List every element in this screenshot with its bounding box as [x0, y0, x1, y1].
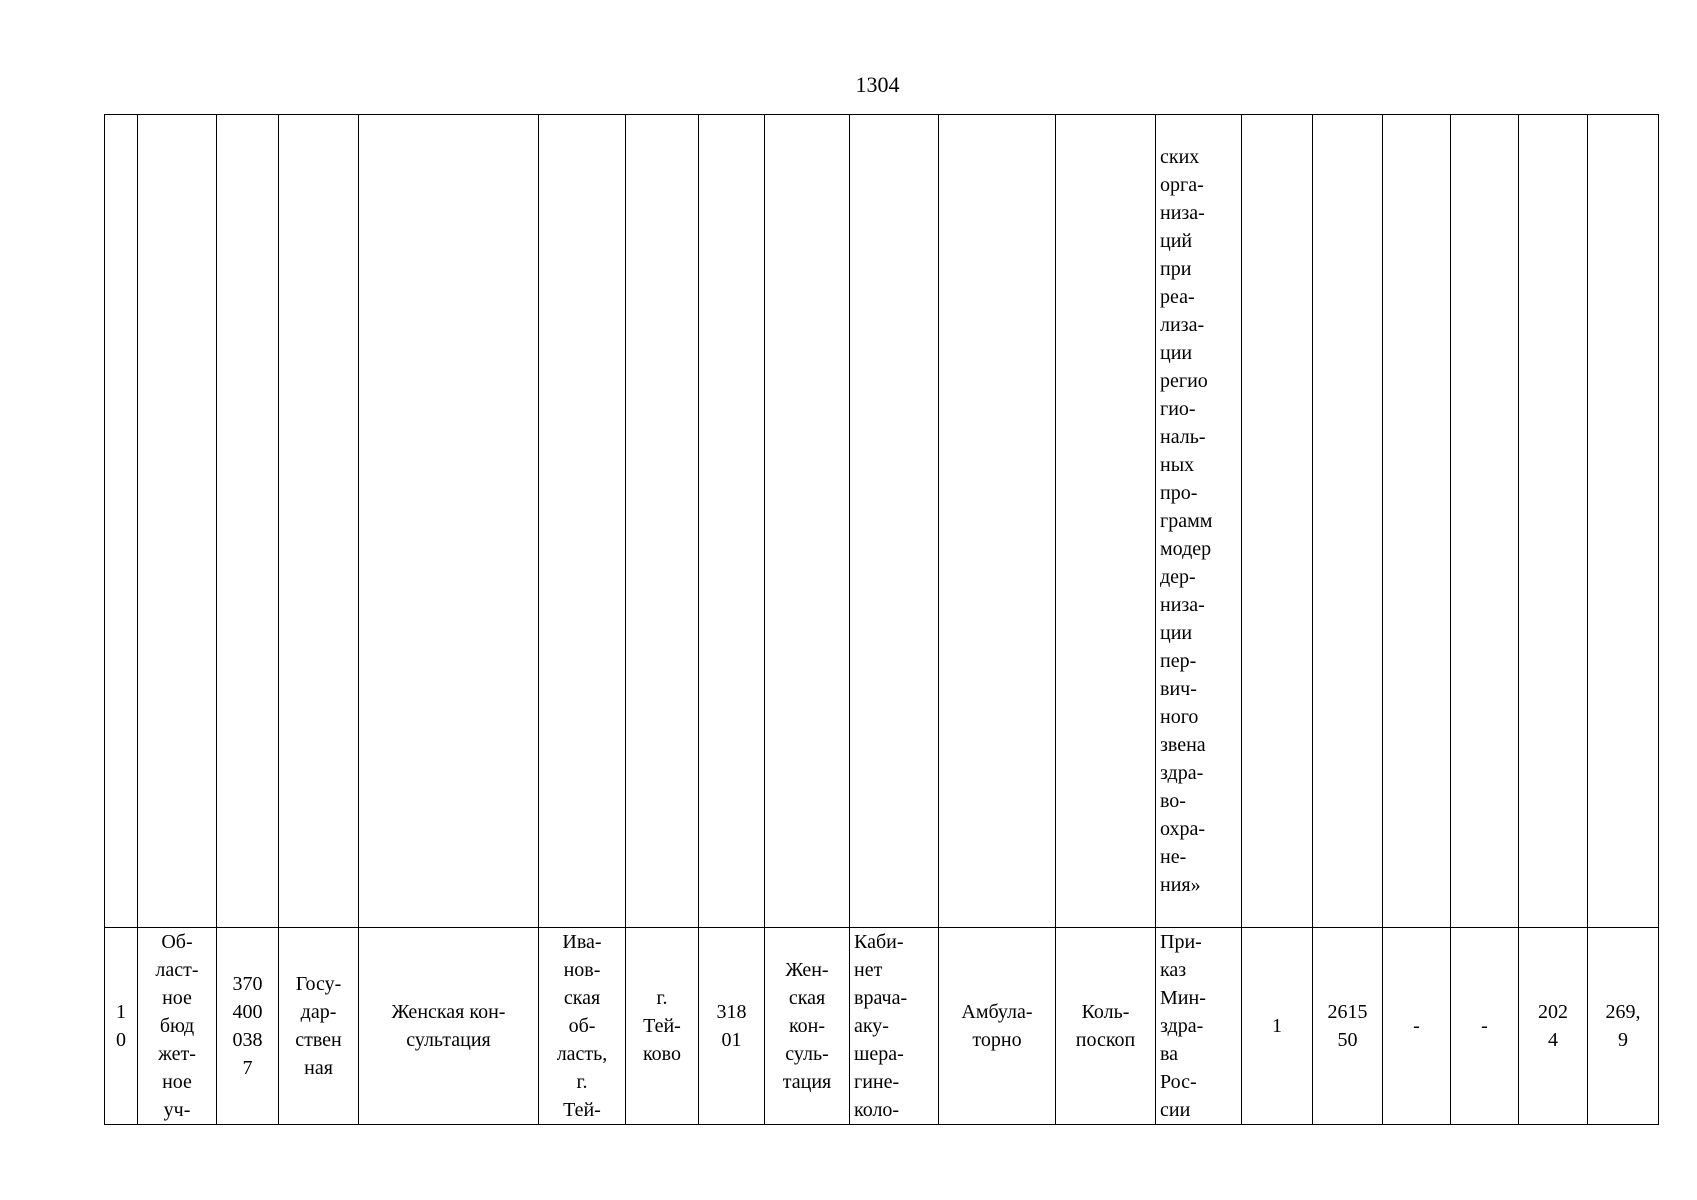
quantity-text: 1 — [1272, 1015, 1282, 1037]
cell-ownership — [279, 115, 359, 928]
cell-locality — [626, 115, 699, 928]
cell-org-type — [138, 115, 217, 928]
cell-cabinet — [850, 115, 939, 928]
cell-subdivision — [359, 115, 539, 928]
cell-price — [1313, 928, 1383, 1125]
cell-quantity — [1242, 115, 1313, 928]
cell-ownership — [279, 928, 359, 1125]
cell-price — [1313, 115, 1383, 928]
cell-care-form — [939, 928, 1056, 1125]
cell-department — [765, 115, 850, 928]
cell-quantity — [1242, 928, 1313, 1125]
cell-address — [539, 928, 626, 1125]
table-row-continuation — [105, 115, 1659, 928]
cell-amount — [1588, 115, 1659, 928]
cell-subdivision — [359, 928, 539, 1125]
care-form-text: Амбула- торно — [961, 1001, 1033, 1051]
cabinet-text: Каби- нет врача- аку- шера- гине- коло- — [854, 931, 908, 1121]
amount-text: 269, 9 — [1605, 1001, 1641, 1051]
cell-code — [699, 115, 765, 928]
cell-year — [1519, 928, 1588, 1125]
subdivision-text: Женская кон- сультация — [391, 1001, 506, 1051]
ownership-text: Госу- дар- ствен ная — [295, 973, 342, 1079]
regulation-continuation-text: ских орга- низа- ций при реа- лиза- ции регио гио- наль- ных про- грамм модер дер- низа- ции пер- вич- ного звена здра- во- охра- не- ния» — [1160, 146, 1213, 896]
page-number: 1304 — [855, 72, 900, 97]
cell-locality — [626, 928, 699, 1125]
cell-cabinet — [850, 928, 939, 1125]
cell-amount — [1588, 928, 1659, 1125]
table-row — [105, 928, 1659, 1125]
row-index: 1 0 — [116, 1001, 126, 1051]
cell-col-17 — [1451, 928, 1519, 1125]
cell-care-form — [939, 115, 1056, 928]
department-text: Жен- ская кон- суль- тация — [782, 959, 832, 1093]
cell-equipment — [1056, 115, 1156, 928]
cell-inn — [217, 928, 279, 1125]
col-17-text: - — [1481, 1015, 1488, 1037]
code-text: 318 01 — [716, 1001, 747, 1051]
cell-index — [105, 115, 138, 928]
cell-address — [539, 115, 626, 928]
price-text: 2615 50 — [1327, 1001, 1368, 1051]
inn-text: 370 400 038 7 — [232, 973, 263, 1079]
year-text: 202 4 — [1538, 1001, 1568, 1051]
cell-inn — [217, 115, 279, 928]
cell-col-16 — [1383, 115, 1451, 928]
org-type-text: Об- ласт- ное бюд жет- ное уч- — [155, 931, 199, 1121]
regulation-text: При- каз Мин- здра- ва Рос- сии — [1160, 931, 1206, 1121]
address-text: Ива- нов- ская об- ласть, г. Тей- — [556, 931, 608, 1121]
cell-code — [699, 928, 765, 1125]
equipment-registry-table — [104, 114, 1659, 1125]
locality-text: г. Тей- ково — [642, 987, 681, 1065]
cell-year — [1519, 115, 1588, 928]
cell-col-17 — [1451, 115, 1519, 928]
cell-col-16 — [1383, 928, 1451, 1125]
col-16-text: - — [1413, 1015, 1420, 1037]
cell-regulation — [1156, 928, 1242, 1125]
cell-regulation — [1156, 115, 1242, 928]
cell-department — [765, 928, 850, 1125]
equipment-text: Коль- поскоп — [1075, 1001, 1136, 1051]
cell-equipment — [1056, 928, 1156, 1125]
cell-org-type — [138, 928, 217, 1125]
cell-index — [105, 928, 138, 1125]
